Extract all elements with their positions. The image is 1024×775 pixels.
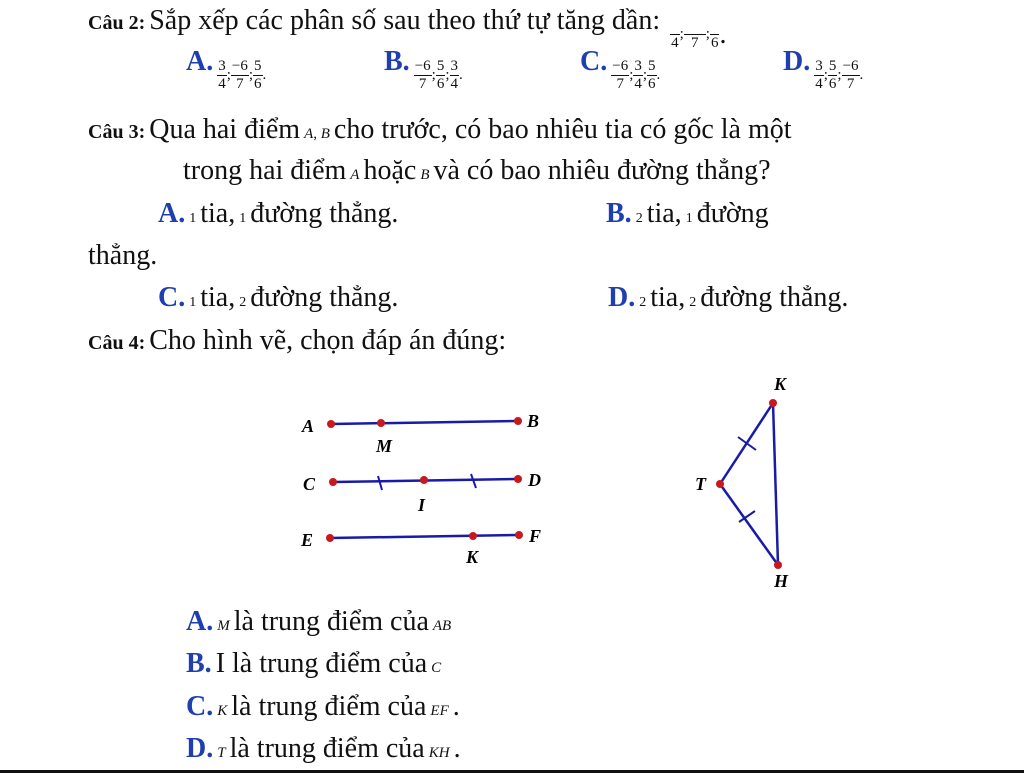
geometry-figure [0,360,1024,600]
label-k-triangle: K [774,374,787,394]
segment-kh [773,403,778,565]
question-3-label: Câu 3: [88,121,146,143]
segment-th [720,484,778,565]
point-e [326,534,334,542]
fraction: 4 [670,17,680,52]
label-m: M [376,436,393,456]
segment-ef [330,535,519,538]
label-e: E [301,530,314,550]
label-k: K [466,547,479,567]
fraction: 7 [684,17,706,52]
q2-option-d[interactable]: D. $\frac{3}{4}$ ; $\frac{5}{6}$ ; $\frac{-6}{7}$ . [783,46,864,92]
point-b [514,417,522,425]
label-i: I [418,495,426,515]
option-letter: D. [783,46,811,77]
q3-option-c[interactable]: C. 1 tia, 2 đường thẳng. [158,282,399,313]
q2-option-c[interactable]: C. $\frac{-6}{7}$ ; $\frac{3}{4}$ ; $\frac{5}{6}$ . [580,46,661,92]
question-4-label: Câu 4: [88,332,146,354]
point-f [515,531,523,539]
point-m [377,419,385,427]
point-i [420,476,428,484]
point-d [514,475,522,483]
option-letter: A. [186,46,214,77]
tick-mark [738,437,756,450]
bottom-divider [0,770,1024,773]
label-f: F [529,526,542,546]
label-h: H [774,571,789,591]
fraction: 6 [710,17,720,52]
question-4 [88,325,506,357]
point-t [716,480,724,488]
q3-option-a[interactable]: A. 1 tia, 1 đường thẳng. [158,198,399,229]
q4-option-b[interactable]: B. I là trung điểm của C [186,648,442,679]
label-d: D [528,470,541,490]
q4-option-a[interactable]: A. M là trung điểm của AB [186,606,452,637]
question-3-line-1: Câu 3: Qua hai điểm A, B cho trước, có bao nhiêu tia có gốc là một [88,114,792,145]
q2-option-a[interactable]: A. $\frac{3}{4}$ ; $\frac{-6}{7}$ ; $\frac{5}{6}$ . [186,46,267,92]
point-k-triangle [769,399,777,407]
option-letter: C. [580,46,608,77]
point-h [774,561,782,569]
label-t: T [695,474,706,494]
segment-ab [331,421,518,424]
tick-mark [378,476,382,490]
q4-option-c[interactable]: C. K là trung điểm của EF . [186,691,460,722]
question-2-label: Câu 2: [88,12,146,34]
point-c [329,478,337,486]
option-letter: B. [384,46,410,77]
q4-option-d[interactable]: D. T là trung điểm của KH . [186,733,461,764]
question-3-line-2: trong hai điểm A hoặc B và có bao nhiêu đường thẳng? [183,155,771,186]
point-k [469,532,477,540]
label-a: A [302,416,315,436]
q2-option-b[interactable]: B. $\frac{-6}{7}$ ; $\frac{5}{6}$ ; $\frac{3}{4}$ . [384,46,463,92]
label-b: B [527,411,540,431]
question-2 [88,5,726,52]
label-c: C [303,474,316,494]
point-a [327,420,335,428]
question-4-text: Cho hình vẽ, chọn đáp án đúng: [149,325,507,356]
q3-option-d[interactable]: D. 2 tia, 2 đường thẳng. [608,282,849,313]
points-symbol: A, B [304,126,330,142]
q3-option-b[interactable]: B. 2 tia, 1 đường [606,198,769,229]
question-2-given-fractions: 4 ; 7 ; 6 . [671,18,727,51]
question-2-text: Sắp xếp các phân số sau theo thứ tự tăng dần: [149,5,661,36]
q3-option-b-wrap: thẳng. [88,240,158,271]
